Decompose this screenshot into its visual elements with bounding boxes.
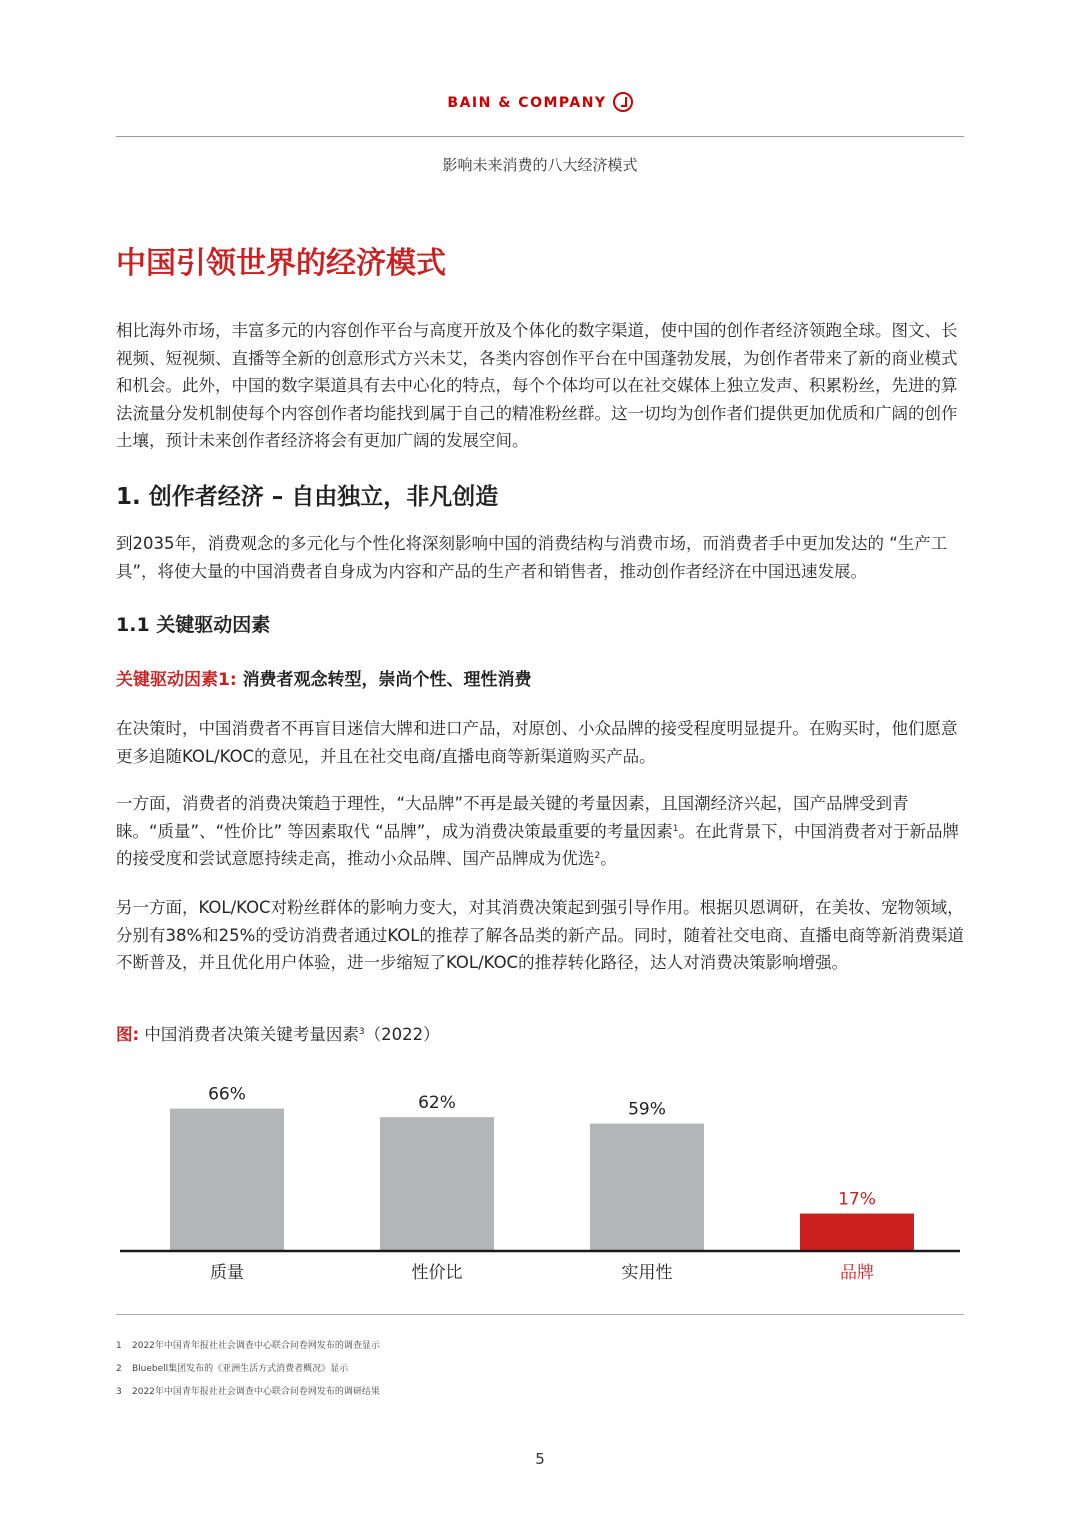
page-number: 5 [535,1450,545,1468]
bar-value-label: 66% [208,1084,246,1105]
subsection-title: 1.1 关键驱动因素 [116,614,271,636]
footnote-3 [116,1384,380,1397]
paragraph-2-part-b: 。在此背景下，中国消费者对于新品牌的接受度和尝试意愿持续走高，推动小众品牌、国产品牌成为优选 [116,821,960,868]
bain-logo-mark-icon [613,92,633,112]
report-title: 影响未来消费的八大经济模式 [442,156,638,174]
chapter-text: 到2035年，消费观念的多元化与个性化将深刻影响中国的消费结构与消费市场，而消费者手中更加发达的 “生产工具”，将使大量的中国消费者自身成为内容和产品的生产者和销售者，推动创作者经济在中国迅速发展。 [116,534,948,581]
figure-label: 图: [116,1025,140,1044]
footnote-divider [116,1314,964,1315]
bar-4 [800,1214,914,1250]
paragraph-1: 在决策时，中国消费者不再盲目迷信大牌和进口产品，对原创、小众品牌的接受程度明显提升。在购买时，他们愿意更多追随KOL/KOC的意见，并且在社交电商/直播电商等新渠道购买产品。 [116,719,958,766]
bar-value-label: 17% [838,1189,876,1210]
paragraph-3: 另一方面，KOL/KOC对粉丝群体的影响力变大，对其消费决策起到强引导作用。根据贝恩调研，在美妆、宠物领域，分别有38%和25%的受访消费者通过KOL的推荐了解各品类的新产品。同时，随着社交电商、直播电商等新消费渠道不断普及，并且优化用户体验，进一步缩短了KOL/KOC的推荐转化路径，达人对消费决策影响增强。 [116,898,964,972]
bain-logo [0,92,1080,112]
figure-caption [116,1021,440,1045]
section-title: 中国引领世界的经济模式 [116,246,446,281]
footnote-text: Bluebell集团发布的《亚洲生活方式消费者概况》显示 [132,1364,349,1374]
category-label: 质量 [210,1263,244,1283]
footnote-1 [116,1338,380,1351]
category-label: 性价比 [411,1263,463,1283]
category-label: 实用性 [621,1263,673,1283]
paragraph-2-part-c: 。 [600,849,617,868]
category-label: 品牌 [840,1263,874,1283]
footnote-ref-3: 3 [358,1027,365,1037]
bar-value-label: 62% [418,1093,456,1114]
figure-caption-year: （2022） [364,1025,440,1044]
bar-value-label: 59% [628,1099,666,1120]
figure-caption-text: 中国消费者决策关键考量因素 [144,1025,359,1044]
bar-3 [590,1124,704,1250]
header-divider [116,136,964,137]
footnote-text: 2022年中国青年报社社会调查中心联合问卷网发布的调研结果 [132,1387,380,1397]
logo-text: BAIN & COMPANY [447,95,607,111]
driver-heading [116,665,532,690]
bar-2 [380,1117,494,1250]
footnote-text: 2022年中国青年报社社会调查中心联合问卷网发布的调查显示 [132,1341,380,1351]
chapter-title: 1. 创作者经济 – 自由独立，非凡创造 [116,484,499,510]
section-intro: 相比海外市场，丰富多元的内容创作平台与高度开放及个体化的数字渠道，使中国的创作者经济领跑全球。图文、长视频、短视频、直播等全新的创意形式方兴未艾，各类内容创作平台在中国蓬勃发展，为创作者带来了新的商业模式和机会。此外，中国的数字渠道具有去中心化的特点，每个个体均可以在社交媒体上独立发声、积累粉丝，先进的算法流量分发机制使每个内容创作者均能找到属于自己的精准粉丝群。这一切均为创作者们提供更加优质和广阔的创作土壤，预计未来创作者经济将会有更加广阔的发展空间。 [116,321,958,450]
footnote-number: 3 [116,1387,122,1397]
footnote-ref-1: 1 [672,823,679,834]
footnote-number: 1 [116,1341,122,1351]
paragraph-2 [116,790,966,873]
bar-1 [170,1109,284,1250]
bar-chart [110,1060,970,1300]
footnote-number: 2 [116,1364,122,1374]
footnote-ref-2: 2 [594,851,601,861]
footnote-2 [116,1361,348,1374]
driver-title: 消费者观念转型，崇尚个性、理性消费 [242,670,532,690]
driver-label: 关键驱动因素1: [116,670,237,690]
paragraph-2-part-a: 一方面，消费者的消费决策趋于理性，“大品牌”不再是最关键的考量因素，且国潮经济兴起，国产品牌受到青睐。“质量”、“性价比” 等因素取代 “品牌”，成为消费决策最重要的考量因素 [116,794,909,841]
